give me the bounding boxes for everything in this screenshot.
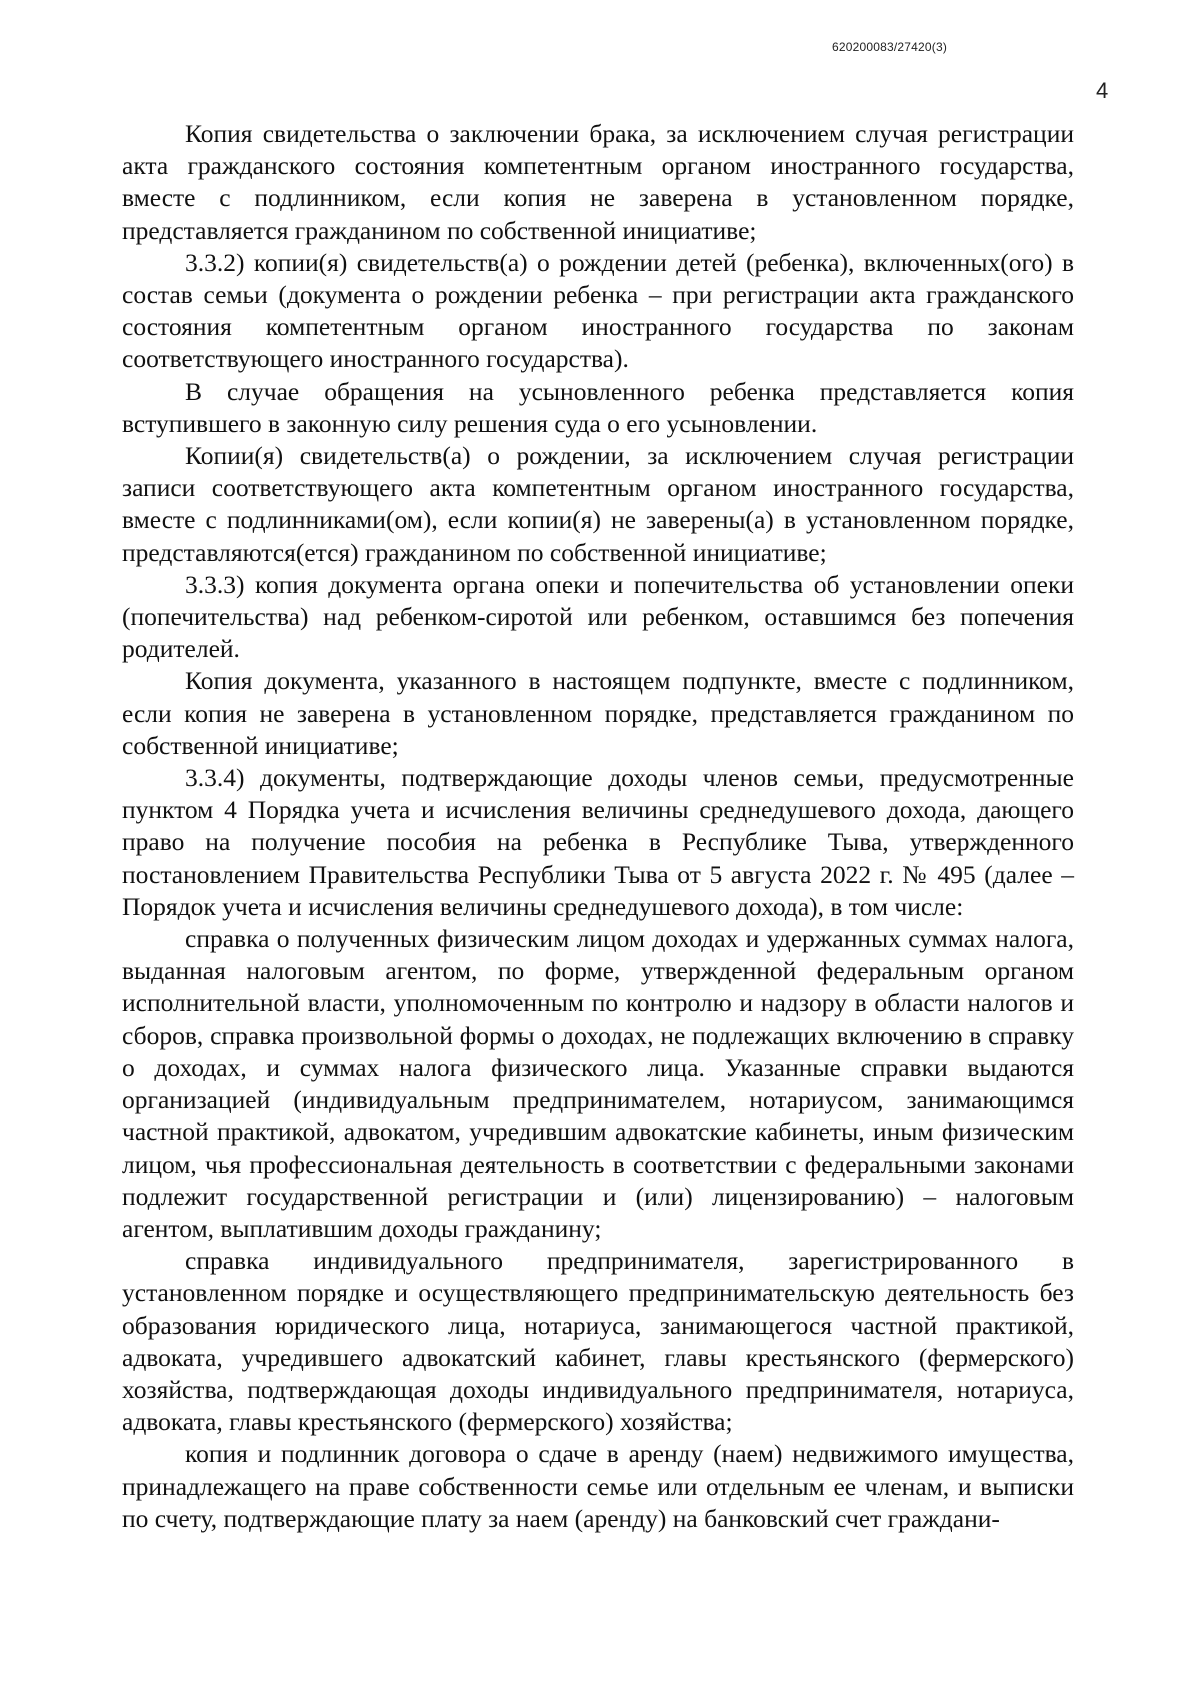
document-body bbox=[122, 118, 1074, 1535]
document-id: 620200083/27420(3) bbox=[832, 40, 948, 54]
page-number: 4 bbox=[1096, 78, 1109, 103]
paragraph-income-certificate: справка о полученных физическим лицом доходах и удержанных суммах налога, выданная налоговым агентом, по форме, утвержденной федеральным органом исполнительной власти, уполномоченным по контролю и надзору в области налогов и сборов, справка произвольной формы о доходах, не подлежащих включению в справку о доходах, и суммах налога физического лица. Указанные справки выдаются организацией (индивидуальным предпринимателем, нотариусом, занимающимся частной практикой, адвокатом, учредившим адвокатские кабинеты, иным физическим лицом, чья профессиональная деятельность в соответствии с федеральными законами подлежит государственной регистрации и (или) лицензированию) – налоговым агентом, выплатившим доходы гражданину; bbox=[122, 924, 1074, 1243]
paragraph-adoption: В случае обращения на усыновленного ребенка представляется копия вступившего в законную силу решения суда о его усыновлении. bbox=[122, 376, 1074, 438]
paragraph-3-3-3: 3.3.3) копия документа органа опеки и попечительства об установлении опеки (попечительства) над ребенком-сиротой или ребенком, оставшимся без попечения родителей. bbox=[122, 569, 1074, 664]
paragraph-rental-contract: копия и подлинник договора о сдаче в аренду (наем) недвижимого имущества, принадлежащего на праве собственности семье или отдельным ее членам, и выписки по счету, подтверждающие плату за наем (аренду) на банковский счет граждани- bbox=[122, 1439, 1074, 1533]
paragraph-birth-certificates: Копии(я) свидетельств(а) о рождении, за исключением случая регистрации записи соответствующего акта компетентным органом иностранного государства, вместе с подлинниками(ом), если копии(я) не заверены(а) в установленном порядке, представляются(ется) гражданином по собственной инициативе; bbox=[122, 441, 1074, 567]
paragraph-guardianship-copy: Копия документа, указанного в настоящем подпункте, вместе с подлинником, если копия не заверена в установленном порядке, представляется гражданином по собственной инициативе; bbox=[122, 666, 1074, 760]
paragraph-3-3-4: 3.3.4) документы, подтверждающие доходы членов семьи, предусмотренные пунктом 4 Порядка учета и исчисления величины среднедушевого дохода, дающего право на получение пособия на ребенка в Республике Тыва, утвержденного постановлением Правительства Республики Тыва от 5 августа 2022 г. № 495 (далее – Порядок учета и исчисления величины среднедушевого дохода), в том числе: bbox=[122, 763, 1074, 921]
paragraph-entrepreneur-certificate: справка индивидуального предпринимателя, зарегистрированного в установленном порядке и осуществляющего предпринимательскую деятельность без образования юридического лица, нотариуса, занимающегося частной практикой, адвоката, учредившего адвокатский кабинет, главы крестьянского (фермерского) хозяйства, подтверждающая доходы индивидуального предпринимателя, нотариуса, адвоката, главы крестьянского (фермерского) хозяйства; bbox=[122, 1246, 1074, 1437]
paragraph-3-3-2: 3.3.2) копии(я) свидетельств(а) о рождении детей (ребенка), включенных(ого) в состав семьи (документа о рождении ребенка – при регистрации акта гражданского состояния компетентным органом иностранного государства по законам соответствующего иностранного государства). bbox=[122, 247, 1074, 374]
paragraph-marriage-certificate: Копия свидетельства о заключении брака, за исключением случая регистрации акта гражданского состояния компетентным органом иностранного государства, вместе с подлинником, если копия не заверена в установленном порядке, представляется гражданином по собственной инициативе; bbox=[122, 119, 1074, 245]
